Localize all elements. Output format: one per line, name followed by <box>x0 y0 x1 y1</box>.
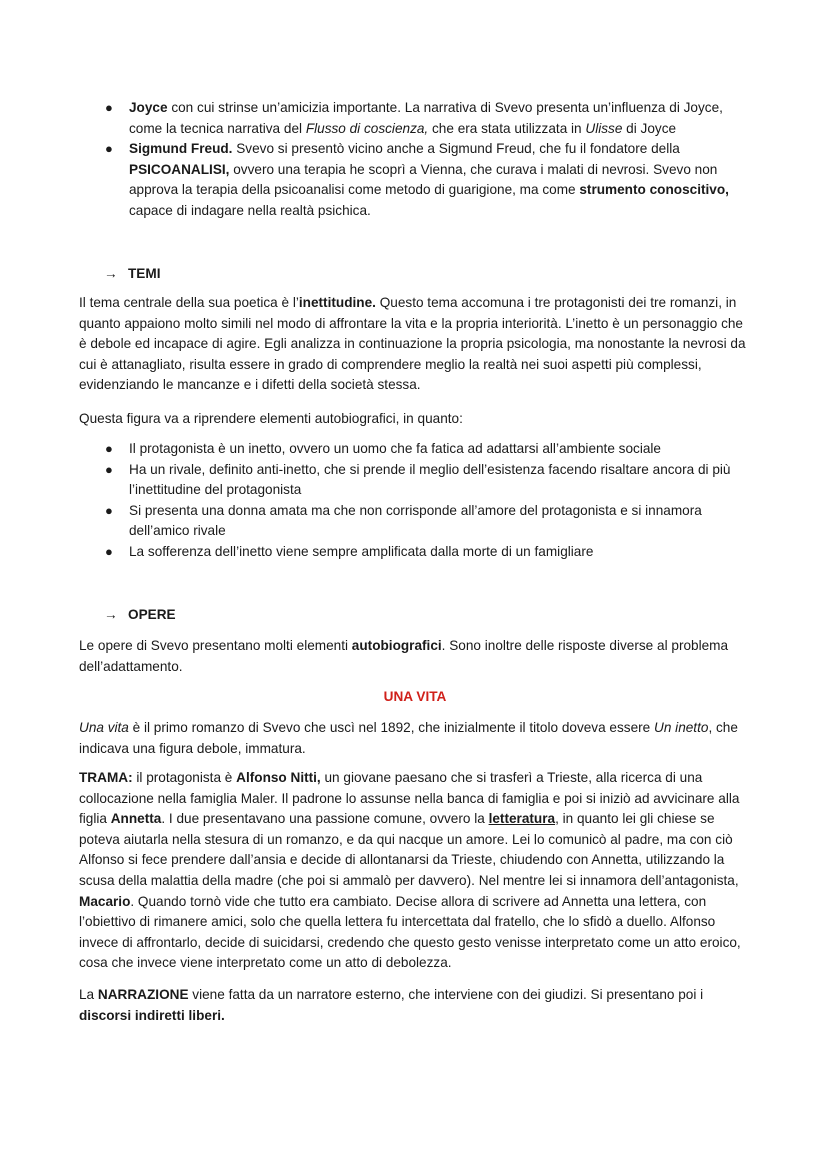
narrazione-paragraph: La NARRAZIONE viene fatta da un narratore esterno, che interviene con dei giudizi. Si presentano poi i discorsi indiretti liberi. <box>79 987 704 1023</box>
list-item: ● Joyce con cui strinse un’amicizia importante. La narrativa di Svevo presenta un’influenza di Joyce, come la tecnica narrativa del Flusso di coscienza, che era stata utilizzata in Ulisse di Joyce <box>105 100 723 136</box>
section-title: UNA VITA <box>383 689 447 704</box>
temi-paragraph: Il tema centrale della sua poetica è l’inettitudine. Questo tema accomuna i tre protagonisti dei tre romanzi, in quanto appaiono molto simili nel modo di affrontare la vita e la propria interiorità. L’inetto è un personaggio che è debole ed incapace di agire. Egli analizza in continuazione la propria psicologia, ma nonostante la nevrosi da cui è attanagliato, risulta essere in grado di comprendere meglio la realtà nei suoi aspetti più complessi, evidenziando le mancanze e i difetti della società stessa. <box>79 295 746 393</box>
list-item: ● Si presenta una donna amata ma che non corrisponde all’amore del protagonista e si innamora dell’amico rivale <box>105 502 702 539</box>
list-item: ● Ha un rivale, definito anti-inetto, che si prende il meglio dell’esistenza facendo risaltare ancora di più l’inettitudine del protagonista <box>105 461 731 498</box>
una-vita-intro: Una vita è il primo romanzo di Svevo che uscì nel 1892, che inizialmente il titolo doveva essere Un inetto, che indicava una figura debole, immatura. <box>79 720 738 756</box>
arrow-right-icon: → <box>104 607 118 622</box>
temi-intro: Questa figura va a riprendere elementi autobiografici, in quanto: <box>79 411 463 426</box>
list-item: ● La sofferenza dell’inetto viene sempre amplificata dalla morte di un famigliare <box>79 542 751 563</box>
bullet-icon: ● <box>105 100 113 115</box>
opere-heading: → OPERE <box>104 605 176 625</box>
opere-paragraph: Le opere di Svevo presentano molti elementi autobiografici. Sono inoltre delle risposte diverse al problema dell’adattamento. <box>79 638 729 674</box>
trama-paragraph: TRAMA: il protagonista è Alfonso Nitti, un giovane paesano che si trasferì a Trieste, alla ricerca di una collocazione nella famiglia Maler. Il padrone lo assunse nella banca di famiglia e poi si iniziò ad avvicinare alla figlia Annetta. I due presentavano una passione comune, ovvero la letteratura, in quanto lei gli chiese se poteva aiutarla nella stesura di un romanzo, e da qui nacque un amore. Lei lo comunicò al padre, ma con ciò Alfonso si fece prendere dall’ansia e decide di allontanarsi da Trieste, chiudendo con Annetta, utilizzando la scusa della malattia della madre (che poi si ammalò per davvero). Nel mentre lei si innamora dell’antagonista, Macario. Quando tornò vide che tutto era cambiato. Decise allora di scrivere ad Annetta una lettera, con l’obiettivo di rimanere amici, solo che quella lettera fu intercettata dal fratello, che lo sfidò a duello. Alfonso invece di affrontarlo, decide di suicidarsi, credendo che questo gesto venisse interpretato come un atto eroico, cosa che invece viene interpretato come un atto di debolezza. <box>79 770 741 971</box>
arrow-right-icon: → <box>104 266 118 281</box>
influences-list <box>79 98 751 222</box>
bullet-icon: ● <box>105 543 113 559</box>
bullet-icon: ● <box>105 441 113 456</box>
temi-heading: → TEMI <box>104 264 160 284</box>
list-item: ● Il protagonista è un inetto, ovvero un uomo che fa fatica ad adattarsi all’ambiente sociale <box>79 439 751 460</box>
temi-bullets <box>79 439 751 563</box>
bullet-icon: ● <box>105 461 113 477</box>
list-item: ● Sigmund Freud. Svevo si presentò vicino anche a Sigmund Freud, che fu il fondatore della PSICOANALISI, ovvero una terapia he scoprì a Vienna, che curava i malati di nevrosi. Svevo non approva la terapia della psicoanalisi come metodo di guarigione, ma come strumento conoscitivo, capace di indagare nella realtà psichica. <box>105 141 729 218</box>
bullet-icon: ● <box>105 141 113 157</box>
bullet-icon: ● <box>105 502 113 518</box>
